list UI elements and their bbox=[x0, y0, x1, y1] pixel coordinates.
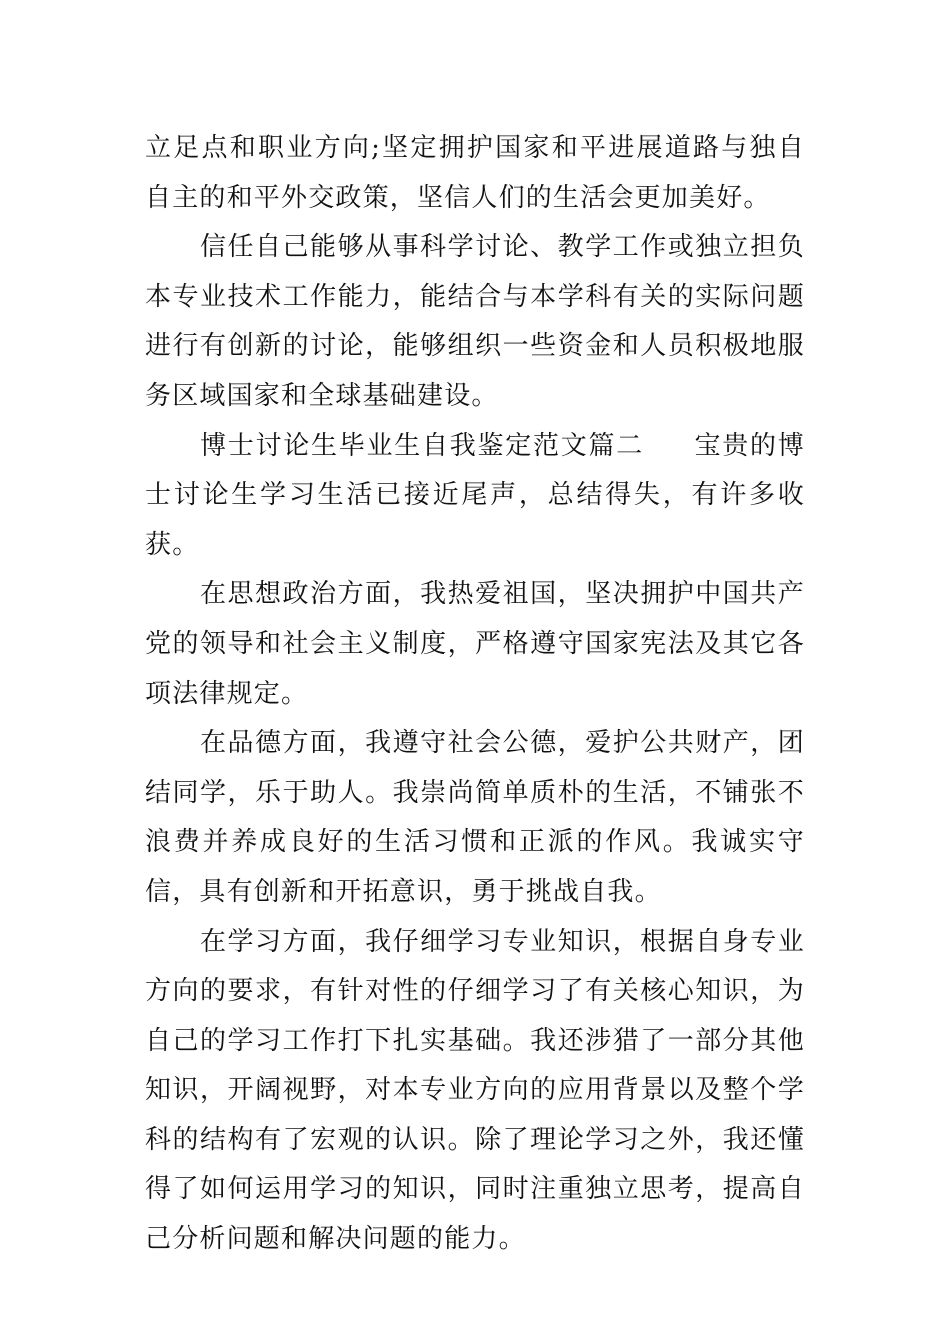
paragraph: 在学习方面，我仔细学习专业知识，根据自身专业方向的要求，有针对性的仔细学习了有关核心知识，为自己的学习工作打下扎实基础。我还涉猎了一部分其他知识，开阔视野，对本专业方向的应用背景以及整个学科的结构有了宏观的认识。除了理论学习之外，我还懂得了如何运用学习的知识，同时注重独立思考，提高自己分析问题和解决问题的能力。 bbox=[145, 926, 805, 1255]
section-heading: 博士讨论生毕业生自我鉴定范文篇二 bbox=[200, 430, 644, 461]
paragraph: 立足点和职业方向;坚定拥护国家和平进展道路与独自自主的和平外交政策，坚信人们的生活会更加美好。 bbox=[145, 133, 805, 213]
paragraph: 信任自己能够从事科学讨论、教学工作或独立担负本专业技术工作能力，能结合与本学科有关的实际问题进行有创新的讨论，能够组织一些资金和人员积极地服务区域国家和全球基础建设。 bbox=[145, 232, 805, 411]
paragraph-text: 宝贵的博士讨论生学习生活已接近尾声，总结得失，有许多收获。 bbox=[145, 430, 805, 560]
paragraph: 在品德方面，我遵守社会公德，爱护公共财产，团结同学，乐于助人。我崇尚简单质朴的生活，不铺张不浪费并养成良好的生活习惯和正派的作风。我诚实守信，具有创新和开拓意识，勇于挑战自我。 bbox=[145, 728, 805, 907]
section-heading-paragraph bbox=[145, 422, 805, 571]
paragraph: 在思想政治方面，我热爱祖国，坚决拥护中国共产党的领导和社会主义制度，严格遵守国家宪法及其它各项法律规定。 bbox=[145, 579, 805, 709]
document-page bbox=[145, 124, 805, 1265]
